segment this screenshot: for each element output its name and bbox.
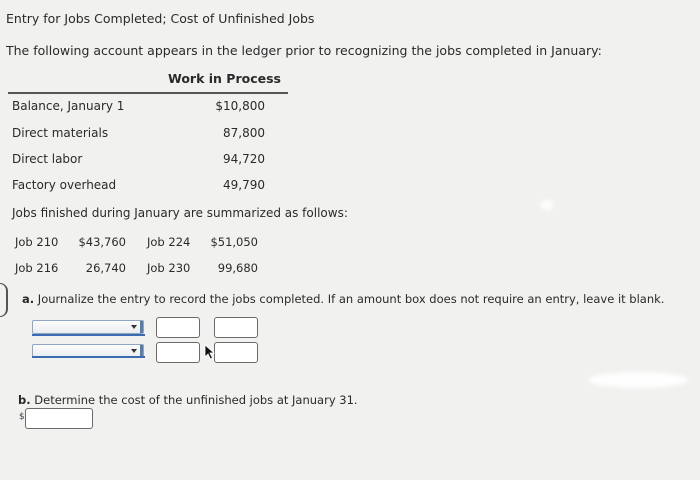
part-a-letter: a. [22,292,35,306]
t-account-title: Work in Process [168,71,281,86]
part-b-letter: b. [18,393,31,407]
mouse-cursor-icon [204,344,218,360]
chevron-down-icon [131,349,137,353]
debit-amount-box-1[interactable] [156,317,200,338]
job-label: Job 224 [147,235,191,249]
part-a-text: Journalize the entry to record the jobs completed. If an amount box does not require an entry, leave it blank. [37,292,665,306]
journal-account-underline-1 [32,334,145,336]
account-row-label: Direct materials [12,126,109,140]
chevron-down-icon [131,325,137,329]
screen-glare [588,372,688,388]
job-label: Job 210 [15,235,59,249]
jobs-summary-text: Jobs finished during January are summarized as follows: [12,206,348,220]
journal-account-select-1[interactable] [32,320,144,334]
credit-amount-box-2[interactable] [214,342,258,363]
account-row-amount: 87,800 [223,126,265,140]
job-label: Job 216 [15,261,59,275]
problem-intro: The following account appears in the ledger prior to recognizing the jobs completed in January: [6,43,602,58]
debit-amount-box-2[interactable] [156,342,200,363]
screen-glare [540,200,554,210]
question-frame-edge [0,283,8,317]
unfinished-jobs-cost-input[interactable] [25,408,93,429]
t-account-rule [8,92,288,94]
account-row-label: Balance, January 1 [12,99,125,113]
account-row-amount: 94,720 [223,152,265,166]
job-amount: 26,740 [85,261,126,275]
part-b-instruction [18,393,358,407]
journal-account-underline-2 [32,356,145,358]
account-row-amount: 49,790 [223,178,265,192]
account-row-amount: $10,800 [215,99,265,113]
problem-title: Entry for Jobs Completed; Cost of Unfinished Jobs [6,11,315,26]
account-row-label: Direct labor [12,152,83,166]
job-amount: $51,050 [210,235,258,249]
credit-amount-box-1[interactable] [214,317,258,338]
part-a-instruction [22,292,664,306]
part-b-text: Determine the cost of the unfinished jobs at January 31. [34,393,358,407]
currency-symbol: $ [19,412,25,422]
job-amount: $43,760 [78,235,126,249]
job-amount: 99,680 [217,261,258,275]
job-label: Job 230 [147,261,191,275]
account-row-label: Factory overhead [12,178,117,192]
